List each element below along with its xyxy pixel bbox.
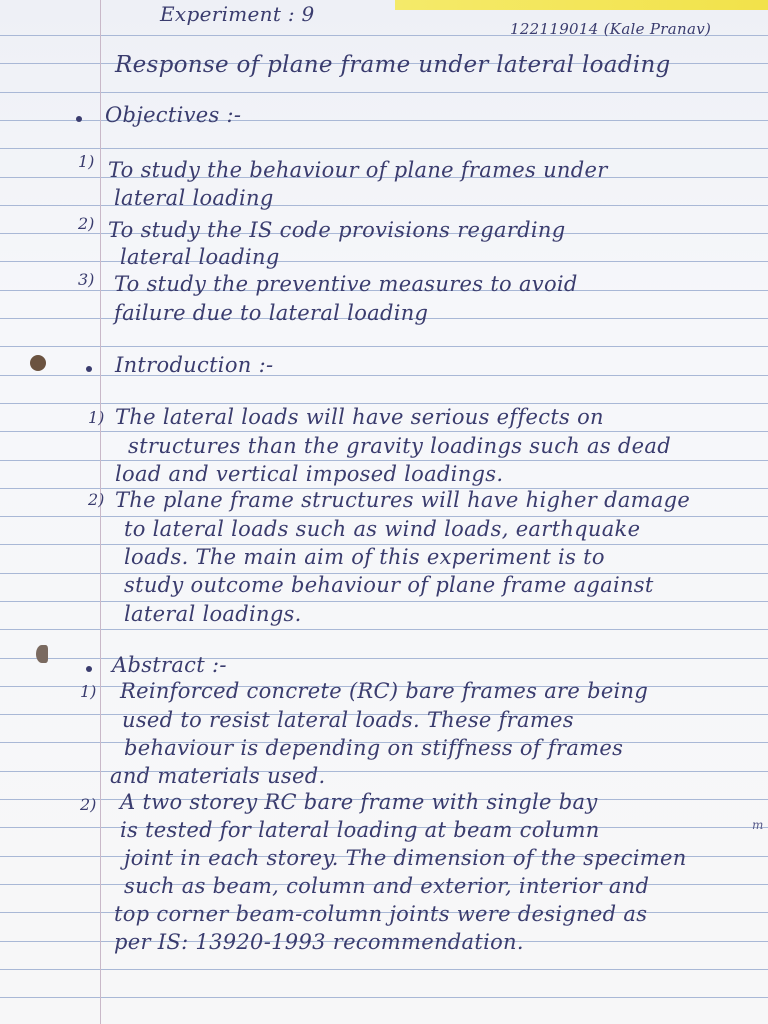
ruled-line <box>0 629 768 630</box>
objective-number: 3) <box>78 270 95 289</box>
margin-line <box>100 0 101 1024</box>
ruled-line <box>0 148 768 149</box>
abstract-line: is tested for lateral loading at beam column <box>120 818 600 842</box>
objective-number: 2) <box>78 214 95 233</box>
ruled-line <box>0 346 768 347</box>
abstract-line: top corner beam-column joints were designed as <box>114 902 648 926</box>
objective-line: lateral loading <box>120 245 280 269</box>
abstract-line: such as beam, column and exterior, interior and <box>124 874 650 898</box>
intro-line: The lateral loads will have serious effects on <box>115 405 604 429</box>
abstract-number: 2) <box>80 795 97 814</box>
ruled-line <box>0 403 768 404</box>
intro-line: The plane frame structures will have higher damage <box>115 488 691 512</box>
objective-line: To study the IS code provisions regarding <box>108 218 566 242</box>
abstract-heading: Abstract :- <box>112 653 227 677</box>
abstract-line: A two storey RC bare frame with single bay <box>120 790 598 814</box>
experiment-number: Experiment : 9 <box>160 2 315 26</box>
intro-line: load and vertical imposed loadings. <box>115 462 504 486</box>
bullet-dot <box>76 116 82 122</box>
ruled-line <box>0 92 768 93</box>
ruled-line <box>0 460 768 461</box>
punch-hole <box>36 645 48 663</box>
intro-line: structures than the gravity loadings such as dead <box>128 434 671 458</box>
intro-line: lateral loadings. <box>124 602 302 626</box>
ruled-line <box>0 261 768 262</box>
ruled-line <box>0 601 768 602</box>
abstract-line: and materials used. <box>110 764 326 788</box>
objective-number: 1) <box>78 152 95 171</box>
bullet-dot <box>86 366 92 372</box>
abstract-line: used to resist lateral loads. These frames <box>122 708 574 732</box>
introduction-heading: Introduction :- <box>115 353 274 377</box>
abstract-line: joint in each storey. The dimension of the specimen <box>124 846 687 870</box>
student-id-name: 122119014 (Kale Pranav) <box>510 20 712 38</box>
objective-line: lateral loading <box>114 186 274 210</box>
ruled-line <box>0 969 768 970</box>
intro-line: study outcome behaviour of plane frame against <box>124 573 654 597</box>
abstract-line: per IS: 13920-1993 recommendation. <box>114 930 524 954</box>
intro-number: 1) <box>88 408 105 427</box>
objective-line: To study the behaviour of plane frames under <box>108 158 608 182</box>
intro-line: to lateral loads such as wind loads, earthquake <box>124 517 641 541</box>
margin-mark: m <box>752 818 764 832</box>
objective-line: failure due to lateral loading <box>114 301 429 325</box>
ruled-line <box>0 997 768 998</box>
bullet-dot <box>86 666 92 672</box>
top-edge-highlight <box>395 0 768 10</box>
abstract-number: 1) <box>80 682 97 701</box>
intro-number: 2) <box>88 490 105 509</box>
objective-line: To study the preventive measures to avoid <box>114 272 578 296</box>
abstract-line: Reinforced concrete (RC) bare frames are being <box>120 679 649 703</box>
abstract-line: behaviour is depending on stiffness of frames <box>124 736 624 760</box>
intro-line: loads. The main aim of this experiment is to <box>124 545 605 569</box>
ruled-line <box>0 431 768 432</box>
page-title: Response of plane frame under lateral loading <box>115 52 671 78</box>
punch-hole <box>30 355 46 371</box>
objectives-heading: Objectives :- <box>105 103 242 127</box>
